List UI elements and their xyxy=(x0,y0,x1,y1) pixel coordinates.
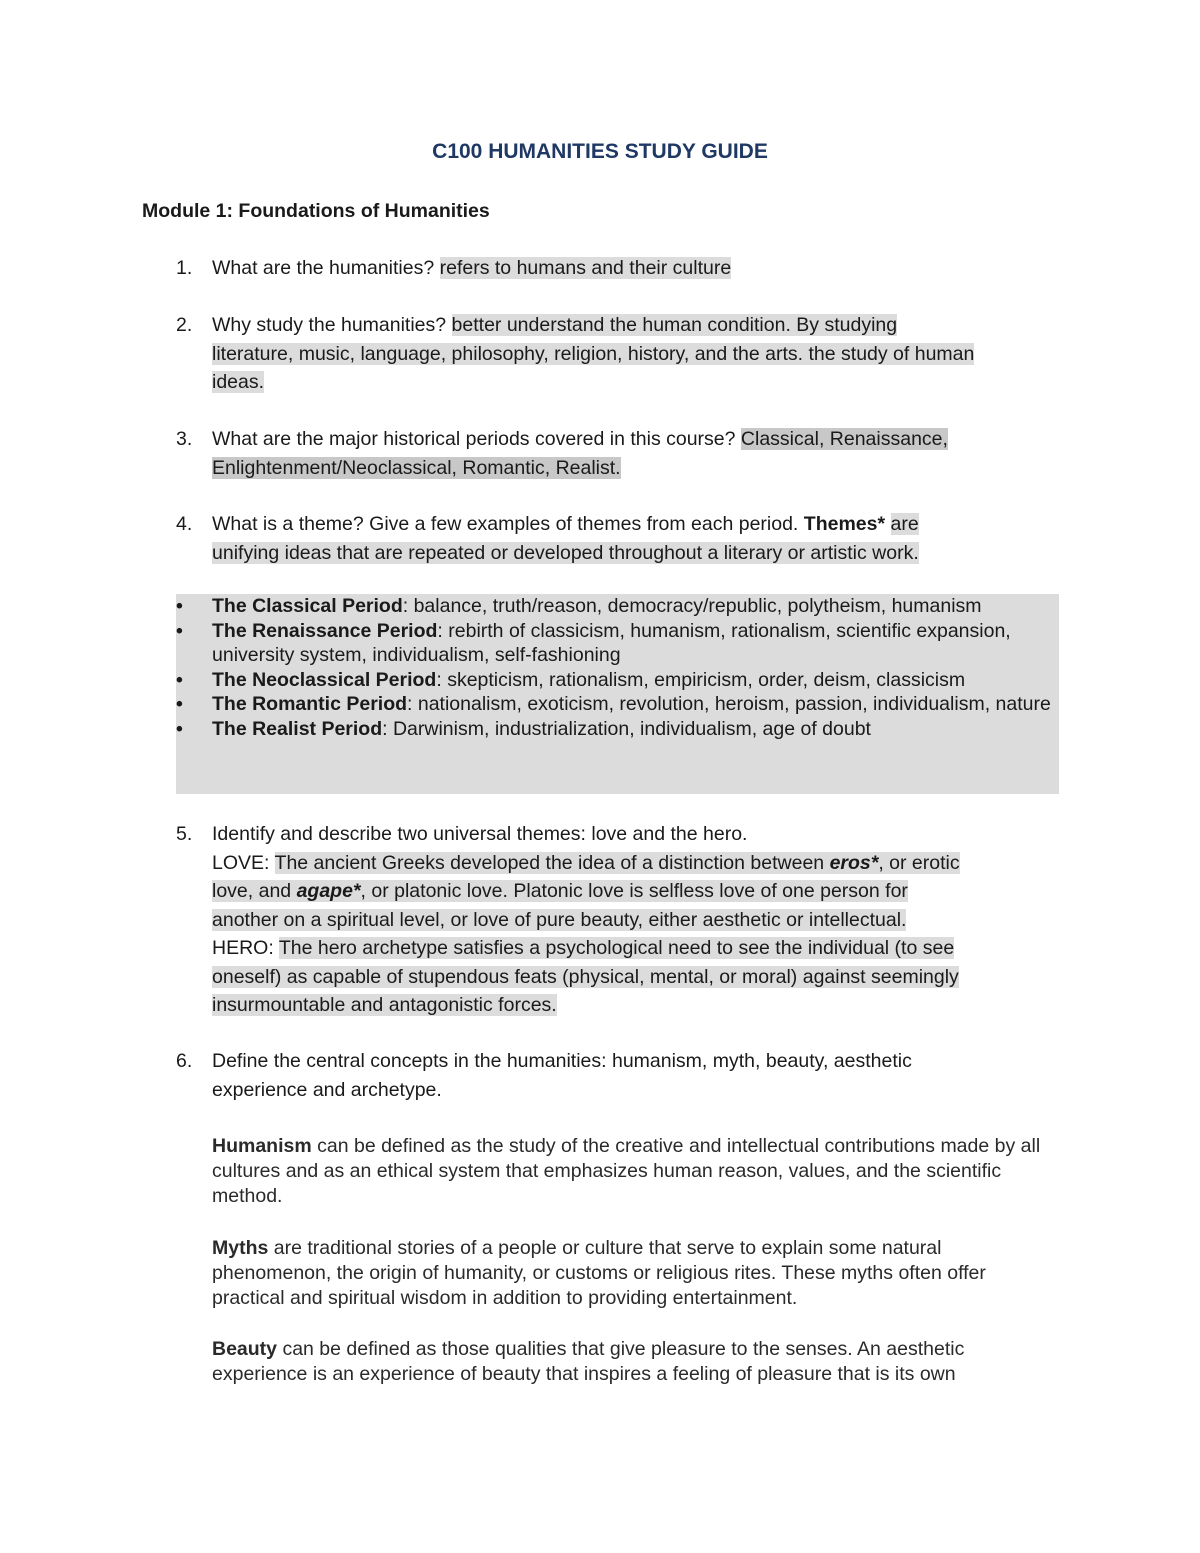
period-themes: : nationalism, exoticism, revolution, heroism, passion, individualism, nature xyxy=(407,693,1051,715)
answer-text: refers to humans and their culture xyxy=(439,257,732,279)
question-text: What are the humanities? xyxy=(212,257,435,279)
question-6 xyxy=(176,1047,1060,1104)
period-name: The Classical Period xyxy=(212,595,403,617)
question-number: 3. xyxy=(176,428,193,450)
definition-beauty xyxy=(212,1337,1052,1387)
question-3 xyxy=(176,425,1060,482)
question-number: 6. xyxy=(176,1050,193,1072)
answer-text: literature, music, language, philosophy, religion, history, and the arts. the study of human xyxy=(212,342,975,365)
answer-text: Enlightenment/Neoclassical, Romantic, Realist. xyxy=(212,456,621,479)
question-1 xyxy=(176,254,1060,283)
hero-label: HERO: xyxy=(212,937,274,959)
question-text: Define the central concepts in the humanities: humanism, myth, beauty, aesthetic xyxy=(212,1050,912,1072)
agape-term: agape* xyxy=(296,880,361,902)
definition-term: Beauty xyxy=(212,1338,278,1360)
question-text: Why study the humanities? xyxy=(212,314,447,336)
answer-text: oneself) as capable of stupendous feats (physical, mental, or moral) against seemingly xyxy=(212,965,959,988)
theme-term: Themes* xyxy=(803,513,886,535)
period-name: The Romantic Period xyxy=(212,693,408,715)
question-number: 4. xyxy=(176,513,193,535)
period-themes: : skepticism, rationalism, empiricism, order, deism, classicism xyxy=(436,668,966,691)
period-name: The Neoclassical Period xyxy=(212,668,437,691)
question-text: Identify and describe two universal themes: love and the hero. xyxy=(212,823,748,845)
answer-text: ideas. xyxy=(212,371,265,393)
definition-humanism xyxy=(212,1134,1052,1209)
answer-text: Classical, Renaissance, xyxy=(740,428,948,450)
page-title: C100 HUMANITIES STUDY GUIDE xyxy=(432,140,768,163)
question-4 xyxy=(176,510,1060,567)
question-text: experience and archetype. xyxy=(212,1078,442,1101)
module-heading: Module 1: Foundations of Humanities xyxy=(142,200,490,222)
question-text: What is a theme? Give a few examples of themes from each period. xyxy=(212,513,799,535)
answer-text: insurmountable and antagonistic forces. xyxy=(212,994,557,1016)
question-2 xyxy=(176,311,1060,397)
question-number: 1. xyxy=(176,257,193,279)
eros-term: eros* xyxy=(829,851,879,874)
definition-term: Humanism xyxy=(212,1135,312,1157)
list-item: • The Classical Period: balance, truth/reason, democracy/republic, polytheism, humanism xyxy=(176,595,982,617)
period-themes: : rebirth of classicism, humanism, rationalism, scientific expansion, university system, individualism, self-fashioning xyxy=(212,619,1011,666)
answer-text: are xyxy=(890,513,919,535)
answer-text: The hero archetype satisfies a psychological need to see the individual (to see xyxy=(278,937,955,959)
answer-text: The ancient Greeks developed the idea of a distinction between eros*, or erotic xyxy=(274,851,960,874)
period-name: The Realist Period xyxy=(212,717,383,740)
period-themes: : Darwinism, industrialization, individualism, age of doubt xyxy=(382,717,871,740)
definition-myths xyxy=(212,1236,1052,1311)
period-theme-list xyxy=(176,594,1059,794)
definition-text: can be defined as those qualities that give pleasure to the senses. An aesthetic experience is an experience of beauty that inspires a feeling of pleasure that is its own xyxy=(212,1338,965,1385)
period-themes: : balance, truth/reason, democracy/republic, polytheism, humanism xyxy=(402,595,982,617)
question-text: What are the major historical periods covered in this course? xyxy=(212,428,736,450)
definition-text: can be defined as the study of the creative and intellectual contributions made by all cultures and as an ethical system that emphasizes human reason, values, and the scientific method. xyxy=(212,1135,1041,1207)
list-item: • The Renaissance Period: rebirth of classicism, humanism, rationalism, scientific expansion, university system, individualism, self-fashioning xyxy=(176,619,1011,666)
answer-text: love, and agape*, or platonic love. Platonic love is selfless love of one person for xyxy=(212,880,908,902)
answer-text: unifying ideas that are repeated or developed throughout a literary or artistic work. xyxy=(212,541,919,564)
question-number: 5. xyxy=(176,823,193,845)
answer-text: better understand the human condition. By studying xyxy=(451,314,898,336)
list-item: • The Romantic Period: nationalism, exoticism, revolution, heroism, passion, individualism, nature xyxy=(176,693,1051,715)
list-item: • The Realist Period: Darwinism, industrialization, individualism, age of doubt xyxy=(176,717,871,740)
answer-text: another on a spiritual level, or love of pure beauty, either aesthetic or intellectual. xyxy=(212,908,907,931)
question-5 xyxy=(176,820,1060,1020)
definition-term: Myths xyxy=(212,1237,269,1259)
love-label: LOVE: xyxy=(212,851,270,874)
definition-text: are traditional stories of a people or culture that serve to explain some natural phenomenon, the origin of humanity, or customs or religious rites. These myths often offer practical and spiritual wisdom in addition to providing entertainment. xyxy=(212,1237,986,1309)
period-name: The Renaissance Period xyxy=(212,619,438,642)
question-number: 2. xyxy=(176,314,193,336)
list-item: • The Neoclassical Period: skepticism, rationalism, empiricism, order, deism, classicism xyxy=(176,668,966,691)
